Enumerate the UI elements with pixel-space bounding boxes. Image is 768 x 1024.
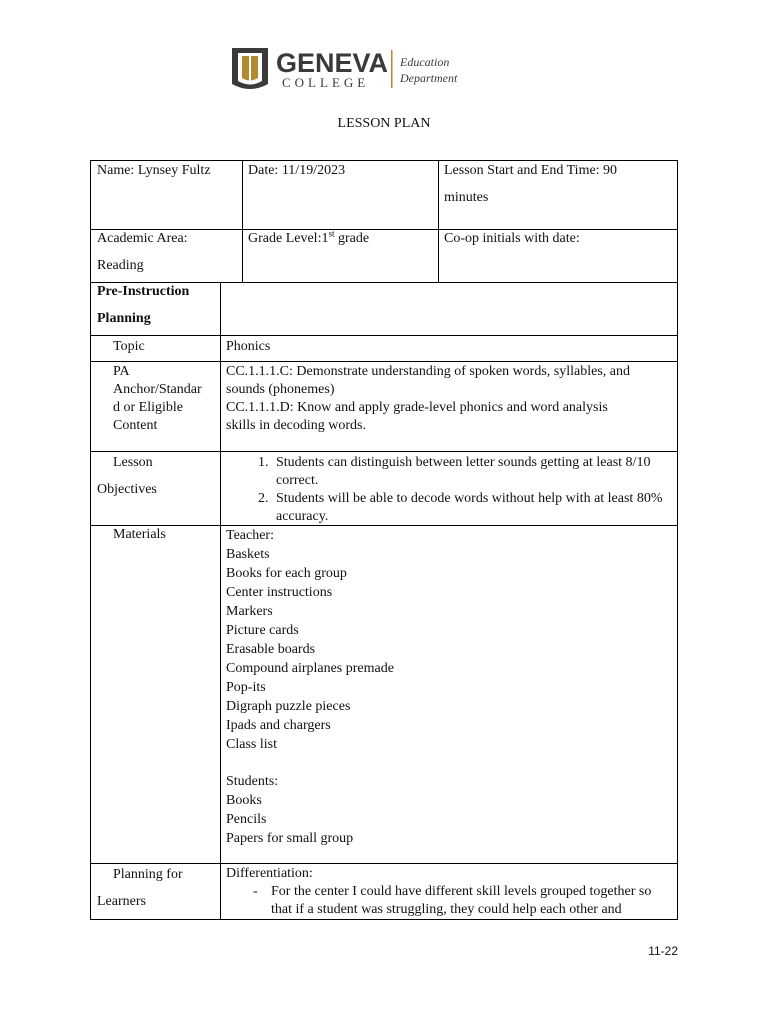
material-item: Digraph puzzle pieces (226, 699, 351, 714)
objectives-list (220, 454, 678, 526)
differentiation-heading: Differentiation: (226, 866, 313, 881)
pa-label-line: Anchor/Standar (113, 382, 202, 397)
planning-label-line-1: Planning for (113, 867, 183, 882)
objectives-label-line-1: Lesson (113, 455, 153, 470)
objective-item: 2. Students will be able to decode words without help with at least 80% accuracy. (272, 490, 672, 526)
pa-line: CC.1.1.1.C: Demonstrate understanding of spoken words, syllables, and (226, 364, 631, 379)
lesson-time (438, 160, 678, 211)
material-item: Picture cards (226, 623, 299, 638)
material-item: Pop-its (226, 680, 266, 695)
topic-value: Phonics (226, 339, 271, 354)
coop-initials: Co-op initials with date: (444, 231, 580, 246)
section-label-line-1: Pre-Instruction (97, 284, 190, 299)
pa-label-line: d or Eligible (113, 400, 183, 415)
logo-name: GENEVA (276, 48, 389, 78)
materials-list (220, 526, 678, 848)
topic-label: Topic (113, 339, 145, 354)
dept-line-1: Education (400, 55, 450, 69)
pa-content (220, 363, 678, 435)
objectives-label-line-2: Objectives (97, 482, 157, 497)
grade-sup: st (328, 228, 335, 239)
material-item: Center instructions (226, 585, 333, 600)
geneva-college-logo (230, 44, 478, 94)
planning-label-line-2: Learners (97, 894, 146, 909)
teacher-heading: Teacher: (226, 528, 274, 543)
objective-item: 1. Students can distinguish between letter sounds getting at least 8/10 correct. (272, 454, 672, 490)
geneva-shield-icon (232, 48, 268, 89)
students-heading: Students: (226, 774, 279, 789)
pa-line: skills in decoding words. (226, 418, 366, 433)
material-item: Markers (226, 604, 273, 619)
academic-area-line-1: Academic Area: (97, 231, 188, 246)
planning-content (220, 865, 678, 919)
academic-area (91, 225, 242, 279)
pa-line: CC.1.1.1.D: Know and apply grade-level phonics and word analysis (226, 400, 608, 415)
logo-sub: COLLEGE (282, 75, 370, 90)
pa-line: sounds (phonemes) (226, 382, 335, 397)
objectives-label (91, 449, 220, 503)
document-title: LESSON PLAN (337, 116, 431, 131)
student-name: Name: Lynsey Fultz (97, 163, 211, 178)
material-item: Pencils (226, 812, 267, 827)
material-item: Books (226, 793, 262, 808)
material-item: Books for each group (226, 566, 347, 581)
lesson-date: Date: 11/19/2023 (248, 163, 346, 178)
lesson-plan-table (90, 160, 678, 920)
differentiation-item: - For the center I could have different skill levels grouped together so that if a student was struggling, they could help each other and (226, 883, 672, 919)
materials-label: Materials (113, 527, 166, 542)
material-item: Compound airplanes premade (226, 661, 394, 676)
lesson-time-line-2: minutes (444, 190, 489, 205)
material-item: Papers for small group (226, 831, 354, 846)
academic-area-line-2: Reading (97, 258, 144, 273)
material-item: Erasable boards (226, 642, 316, 657)
pa-label-line: PA (113, 364, 130, 379)
planning-label (91, 861, 220, 915)
grade-prefix: Grade Level:1 (248, 231, 329, 246)
grade-level (242, 225, 438, 252)
material-item: Ipads and chargers (226, 718, 331, 733)
material-item: Baskets (226, 547, 270, 562)
pa-label-line: Content (113, 418, 158, 433)
dept-line-2: Department (400, 71, 458, 85)
section-header (91, 278, 220, 332)
material-item: Class list (226, 737, 277, 752)
section-label-line-2: Planning (97, 311, 151, 326)
lesson-time-line-1: Lesson Start and End Time: 90 (444, 163, 618, 178)
pa-label (91, 363, 220, 435)
page-number: 11-22 (648, 944, 678, 958)
grade-suffix: grade (334, 231, 370, 246)
